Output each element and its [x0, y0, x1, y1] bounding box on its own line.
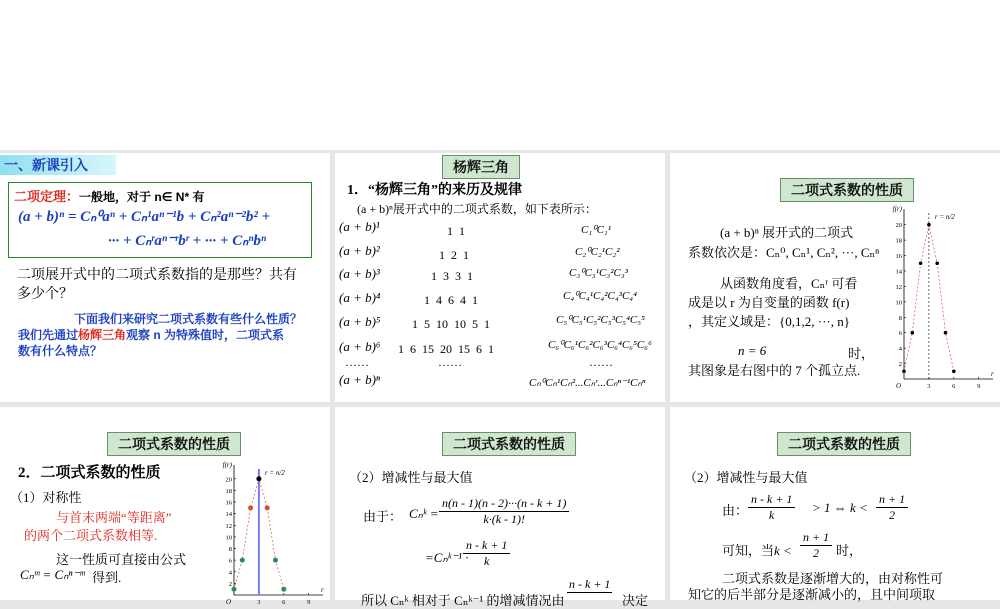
- conclusion-text: 所以 Cₙᵏ 相对于 Cₙᵏ⁻¹ 的增减情况由: [361, 593, 565, 608]
- y-tick-label: 18: [895, 237, 902, 245]
- symmetry-formula: Cₙᵐ = Cₙⁿ⁻ᵐ: [20, 567, 85, 582]
- row-combinations: C₅⁰C₅¹C₅²C₅³C₅⁴C₅⁵: [556, 314, 645, 326]
- symmetry-axis-label: r = n/2: [264, 469, 285, 477]
- x-tick-label: 9: [307, 599, 311, 606]
- y-tick-label: 4: [898, 345, 902, 353]
- y-tick-label: 12: [895, 283, 902, 291]
- origin-label: O: [895, 382, 901, 390]
- slide-tag: 二项式系数的性质: [442, 432, 576, 456]
- text-line: 从函数角度看，Cₙʳ 可看: [720, 276, 858, 291]
- x-axis-label: r: [321, 586, 324, 594]
- subsection: （2）增减性与最大值: [349, 470, 473, 485]
- y-tick-label: 16: [895, 253, 902, 261]
- x-tick-label: 3: [257, 599, 261, 606]
- text-line: 知它的后半部分是逐渐减小的，且中间项取: [688, 587, 936, 602]
- ellipsis-numbers: ……: [438, 355, 462, 369]
- text-line: 成是以 r 为自变量的函数 f(r): [688, 295, 850, 310]
- row-numbers: 1 4 6 4 1: [424, 293, 478, 307]
- symmetry-graph: [220, 459, 325, 609]
- text-line: 二项式系数是逐渐增大的，由对称性可: [722, 571, 944, 586]
- data-point: [248, 505, 253, 510]
- slide-tag: 二项式系数的性质: [780, 178, 914, 202]
- row-combinations: C₆⁰C₆¹C₆²C₆³C₆⁴C₆⁵C₆⁶: [548, 339, 652, 351]
- data-point: [944, 331, 948, 335]
- section-heading: 一、新课引入: [0, 155, 116, 175]
- row-numbers: 1 1: [447, 224, 465, 238]
- row-combinations: C₃⁰C₃¹C₃²C₃³: [569, 267, 628, 279]
- data-point: [256, 476, 261, 481]
- ellipsis-lhs: ……: [345, 355, 369, 369]
- x-tick-label: 3: [927, 383, 931, 390]
- row-numbers: 1 2 1: [439, 248, 469, 262]
- data-point: [281, 587, 286, 592]
- slide-tag: 二项式系数的性质: [107, 432, 241, 456]
- y-tick-label: 8: [228, 546, 232, 554]
- text-line: 其图象是右图中的 7 个孤立点.: [688, 363, 861, 378]
- highlight-line1: 与首末两端“等距离”: [56, 510, 172, 525]
- data-point: [265, 505, 270, 510]
- row-numbers: 1 3 3 1: [431, 269, 473, 283]
- row-numbers: 1 5 10 10 5 1: [412, 317, 490, 331]
- fraction-2: $\frac{n + 1}{2}$: [876, 492, 908, 523]
- y-tick-label: 20: [225, 476, 232, 484]
- fraction-3: $\frac{n + 1}{2}$: [800, 530, 832, 561]
- x-tick-label: 6: [952, 383, 956, 390]
- x-tick-label: 9: [977, 383, 981, 390]
- theorem-heading: 二项定理：一般地，对于 n∈ N* 有: [14, 189, 205, 204]
- text-line: (a + b)ⁿ 展开式的二项式: [720, 225, 854, 240]
- table-caption: (a + b)ⁿ展开式中的二项式系数，如下表所示：: [357, 202, 597, 216]
- slide-monotonic[interactable]: [335, 407, 665, 608]
- theorem-formula-line2: ··· + Cₙʳaⁿ⁻ʳbʳ + ··· + Cₙⁿbⁿ: [108, 233, 267, 249]
- subsection: （1）对称性: [10, 490, 82, 505]
- highlight-line2: 的两个二项式系数相等.: [24, 528, 158, 543]
- conclusion-end: 决定: [622, 593, 649, 608]
- y-tick-label: 10: [895, 299, 902, 307]
- row-combinations: C₂⁰C₂¹C₂²: [575, 246, 620, 258]
- text-line: 时，: [848, 346, 875, 361]
- formula-ck: Cₙᵏ =: [409, 506, 439, 521]
- data-point: [902, 369, 906, 373]
- inequality: > 1 ⇔ k <: [812, 500, 868, 515]
- last-row-combinations: Cₙ⁰Cₙ¹Cₙ²...Cₙʳ...Cₙⁿ⁻¹Cₙⁿ: [529, 377, 646, 389]
- y-tick-label: 14: [225, 511, 232, 519]
- row-combinations: C₄⁰C₄¹C₄²C₄³C₄⁴: [563, 290, 637, 302]
- slide-tag: 二项式系数的性质: [777, 432, 911, 456]
- text-line: 时，: [836, 543, 863, 558]
- slide-maximum[interactable]: [670, 407, 1000, 600]
- conclusion-fraction-numerator: n - k + 1: [569, 577, 611, 591]
- y-tick-label: 2: [898, 361, 902, 369]
- text-line: ，其定义域是：{0,1,2, ···, n}: [688, 314, 850, 329]
- symmetry-axis-label: r = n/2: [934, 213, 955, 221]
- x-axis-label: r: [991, 370, 994, 378]
- data-point: [273, 558, 278, 563]
- y-tick-label: 10: [225, 534, 232, 542]
- y-tick-label: 8: [898, 314, 902, 322]
- ellipsis-combinations: ……: [589, 355, 613, 369]
- y-tick-label: 6: [228, 557, 232, 565]
- fraction-1: $\frac{n - k + 1}{k}$: [748, 492, 795, 523]
- slide-binomial-function[interactable]: [670, 153, 1000, 402]
- y-tick-label: 20: [895, 222, 902, 230]
- row-lhs: (a + b)¹: [339, 219, 380, 234]
- by-label: 由：: [722, 503, 749, 518]
- slide-tag: 杨辉三角: [442, 155, 520, 179]
- intro-line2: 我们先通过杨辉三角观察 n 为特殊值时，二项式系: [18, 328, 285, 342]
- data-point: [911, 331, 915, 335]
- x-tick-label: 6: [282, 599, 286, 606]
- theorem-formula-line1: (a + b)ⁿ = Cₙ⁰aⁿ + Cₙ¹aⁿ⁻¹b + Cₙ²aⁿ⁻²b² +: [18, 209, 271, 225]
- fraction-2: $\frac{n - k + 1}{k}$: [463, 538, 510, 569]
- row-combinations: C₁⁰C₁¹: [581, 224, 612, 236]
- row-lhs: (a + b)³: [339, 266, 380, 281]
- last-row-lhs: (a + b)ⁿ: [339, 372, 381, 387]
- intro-line3: 数有什么特点？: [18, 344, 103, 358]
- because-label: 由于：: [363, 509, 403, 524]
- text-line: 可知，当k <: [722, 543, 792, 558]
- text-line: 得到.: [92, 570, 122, 585]
- data-point: [935, 261, 939, 265]
- row-lhs: (a + b)⁴: [339, 290, 381, 305]
- y-tick-label: 2: [228, 580, 232, 588]
- intro-line1: 下面我们来研究二项式系数有些什么性质？: [74, 312, 303, 326]
- slide-title: 2．二项式系数的性质: [18, 465, 161, 481]
- slide-intro[interactable]: [0, 153, 330, 402]
- y-tick-label: 6: [898, 330, 902, 338]
- y-tick-label: 18: [225, 487, 232, 495]
- row-lhs: (a + b)⁶: [339, 339, 381, 354]
- y-axis-label: f(r): [222, 461, 232, 469]
- text-line: 系数依次是：Cₙ⁰, Cₙ¹, Cₙ², ···, Cₙⁿ: [688, 245, 880, 260]
- text-line: 这一性质可直接由公式: [56, 552, 187, 567]
- data-point: [240, 558, 245, 563]
- y-tick-label: 16: [225, 499, 232, 507]
- slide-yanghui-triangle[interactable]: [335, 153, 665, 402]
- text-line: n = 6: [738, 343, 767, 358]
- question-text: 二项展开式中的二项式系数指的是那些？共有多少个？: [17, 268, 297, 302]
- formula-eq2: =Cₙᵏ⁻¹ ·: [425, 550, 469, 565]
- data-point: [927, 223, 931, 227]
- row-lhs: (a + b)⁵: [339, 314, 381, 329]
- data-point: [919, 261, 923, 265]
- fraction-1: $\frac{n(n - 1)(n - 2)\cdot\cdot\cdot(n - k + 1)}{k\cdot(k - 1)!}$: [439, 496, 569, 527]
- row-numbers: 1 6 15 20 15 6 1: [398, 342, 494, 356]
- subsection: （2）增减性与最大值: [684, 470, 808, 485]
- y-tick-label: 12: [225, 522, 232, 530]
- y-tick-label: 4: [228, 569, 232, 577]
- row-lhs: (a + b)²: [339, 243, 380, 258]
- data-point: [952, 369, 956, 373]
- y-axis-label: f(r): [892, 205, 902, 213]
- data-point: [232, 587, 237, 592]
- blank-top-area: [0, 0, 1000, 150]
- binomial-graph: [890, 203, 995, 393]
- origin-label: O: [225, 598, 231, 606]
- y-tick-label: 14: [895, 268, 902, 276]
- slide-symmetry[interactable]: [0, 407, 330, 606]
- slide-title: 1．“杨辉三角”的来历及规律: [347, 183, 522, 198]
